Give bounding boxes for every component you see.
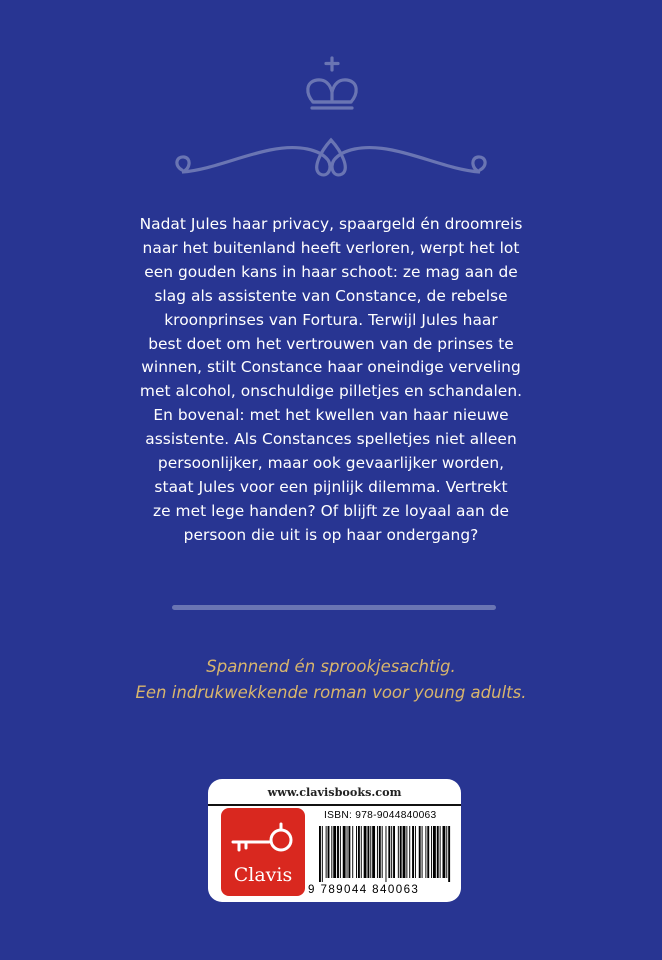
section-divider <box>172 605 496 610</box>
barcode-bar <box>348 826 350 878</box>
blurb-line: winnen, stilt Constance haar oneindige verveling <box>141 358 521 377</box>
tagline <box>60 654 602 706</box>
barcode-bar <box>356 826 357 878</box>
blurb-line: En bovenal: met het kwellen van haar nieuwe <box>153 406 509 425</box>
publisher-logo <box>221 808 305 896</box>
barcode-bar <box>412 826 414 878</box>
barcode-bar <box>352 826 353 878</box>
barcode-bar <box>446 826 447 878</box>
barcode-bar <box>391 826 392 878</box>
barcode-bar <box>415 826 416 878</box>
barcode-bar <box>328 826 330 878</box>
barcode-bar <box>337 826 339 878</box>
key-icon <box>231 818 295 862</box>
isbn-label: ISBN: 978-9044840063 <box>324 810 437 821</box>
barcode-bar <box>400 826 402 878</box>
barcode-bar <box>331 826 332 878</box>
crown-icon <box>303 56 361 118</box>
barcode-bar <box>419 826 421 878</box>
blurb-line: kroonprinses van Fortura. Terwijl Jules haar <box>164 310 498 329</box>
barcode-bar <box>406 826 407 878</box>
blurb-line: met alcohol, onschuldige pilletjes en schandalen. <box>139 382 523 401</box>
back-cover-blurb <box>124 213 538 548</box>
barcode-bar <box>393 826 395 878</box>
barcode-bar <box>382 826 383 878</box>
barcode-bar <box>370 826 371 878</box>
barcode-bar <box>379 826 381 878</box>
barcode <box>318 826 454 882</box>
blurb-line: Nadat Jules haar privacy, spaargeld én droomreis <box>139 215 523 233</box>
blurb-line: naar het buitenland heeft verloren, werpt het lot <box>142 238 520 257</box>
barcode-bar <box>398 826 399 878</box>
publisher-logo-text: Clavis <box>233 864 293 886</box>
barcode-bar <box>448 826 450 882</box>
barcode-bar <box>364 826 367 878</box>
blurb-line: best doet om het vertrouwen van de prinses te <box>148 334 514 353</box>
barcode-bar <box>367 826 369 878</box>
barcode-bar <box>358 826 360 878</box>
barcode-bar <box>440 826 441 878</box>
flourish-ornament <box>170 122 492 188</box>
barcode-card <box>208 779 461 902</box>
barcode-bar <box>437 826 439 878</box>
tagline-line: Een indrukwekkende roman voor young adults. <box>135 683 527 702</box>
card-divider <box>208 804 461 806</box>
tagline-line: Spannend én sprookjesachtig. <box>206 657 456 676</box>
barcode-bar <box>433 826 436 878</box>
barcode-bar <box>361 826 362 878</box>
barcode-bar <box>333 826 336 878</box>
blurb-line: assistente. Als Constances spelletjes niet alleen <box>145 430 517 449</box>
blurb-line: een gouden kans in haar schoot: ze mag aan de <box>144 262 518 281</box>
blurb-line: staat Jules voor een pijnlijk dilemma. Vertrekt <box>154 477 508 496</box>
barcode-bar <box>377 826 378 878</box>
barcode-bar <box>340 826 341 878</box>
ean-digits: 9 789044 840063 <box>308 883 420 896</box>
barcode-bar <box>386 826 387 882</box>
barcode-bar <box>443 826 446 878</box>
barcode-bar <box>322 826 323 882</box>
blurb-line: ze met lege handen? Of blijft ze loyaal aan de <box>152 501 510 520</box>
blurb-line: persoonlijker, maar ook gevaarlijker worden, <box>157 454 505 473</box>
blurb-line: persoon die uit is op haar ondergang? <box>183 525 479 544</box>
barcode-bar <box>431 826 432 878</box>
barcode-bar <box>319 826 321 882</box>
barcode-bar <box>422 826 423 878</box>
blurb-line: slag als assistente van Constance, de rebelse <box>154 286 508 305</box>
barcode-bar <box>347 826 348 878</box>
barcode-bar <box>409 826 410 878</box>
barcode-bar <box>372 826 375 878</box>
barcode-bar <box>343 826 346 878</box>
barcode-bar <box>427 826 429 878</box>
barcode-bar <box>425 826 426 878</box>
barcode-bar <box>326 826 327 878</box>
publisher-url: www.clavisbooks.com <box>267 785 402 799</box>
barcode-bar <box>403 826 406 878</box>
barcode-bar <box>388 826 390 878</box>
